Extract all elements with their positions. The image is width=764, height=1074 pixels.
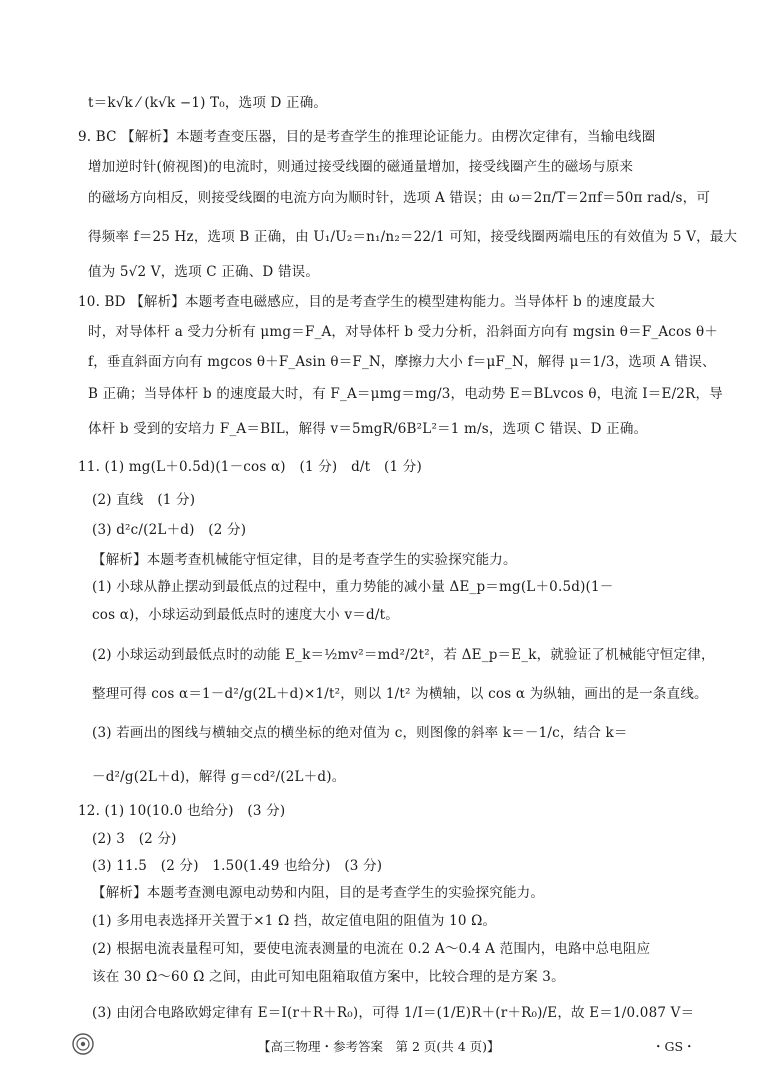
text-line-l15: 【解析】本题考查机械能守恒定律，目的是考查学生的实验探究能力。	[92, 552, 517, 568]
text-line-l27: (2) 根据电流表量程可知，要使电流表测量的电流在 0.2 A～0.4 A 范围内，电路中总电阻应	[92, 941, 651, 957]
text-line-l20: (3) 若画出的图线与横轴交点的横坐标的绝对值为 c，则图像的斜率 k＝－1/c，结合 k＝	[92, 725, 628, 741]
text-line-l22: 12. (1) 10(10.0 也给分) (3 分)	[78, 803, 286, 819]
text-line-l06: 值为 5√2 V，选项 C 正确、D 错误。	[88, 264, 320, 280]
text-line-l11: 体杆 b 受到的安培力 F_A＝BIL，解得 v＝5mgR/6B²L²＝1 m/s，选项 C 错误、D 正确。	[88, 421, 648, 437]
gs-logo-icon	[72, 1033, 94, 1055]
text-line-l21: －d²/g(2L＋d)，解得 g＝cd²/(2L＋d)。	[92, 769, 346, 785]
text-line-l01: t＝k√k ⁄ (k√k −1) T₀，选项 D 正确。	[88, 95, 328, 111]
text-line-l13: (2) 直线 (1 分)	[92, 492, 196, 508]
text-line-l26: (1) 多用电表选择开关置于×1 Ω 挡，故定值电阻的阻值为 10 Ω。	[92, 913, 497, 929]
text-line-l04: 的磁场方向相反，则接受线圈的电流方向为顺时针，选项 A 错误；由 ω＝2π/T＝2πf＝50π rad/s，可	[88, 190, 711, 206]
text-line-l05: 得频率 f＝25 Hz，选项 B 正确，由 U₁/U₂＝n₁/n₂＝22/1 可知，接受线圈两端电压的有效值为 5 V，最大	[88, 229, 738, 245]
text-line-l14: (3) d²c/(2L＋d) (2 分)	[92, 522, 247, 538]
text-line-l28: 该在 30 Ω～60 Ω 之间，由此可知电阻箱取值方案中，比较合理的是方案 3。	[92, 969, 565, 985]
text-line-l24: (3) 11.5 (2 分) 1.50(1.49 也给分) (3 分)	[92, 858, 383, 874]
text-line-l23: (2) 3 (2 分)	[92, 831, 177, 847]
footer-page-info: 【高三物理・参考答案 第 2 页(共 4 页)】	[258, 1039, 500, 1054]
text-line-l17: cos α)，小球运动到最低点时的速度大小 v＝d/t。	[92, 607, 399, 623]
text-line-l02: 9. BC 【解析】本题考查变压器，目的是考查学生的推理论证能力。由楞次定律有，当输电线圈	[78, 129, 656, 145]
text-line-l16: (1) 小球从静止摆动到最低点的过程中，重力势能的减小量 ΔE_p＝mg(L＋0.5d)(1－	[92, 579, 614, 595]
text-line-l09: f，垂直斜面方向有 mgcos θ＋F_Asin θ＝F_N，摩擦力大小 f＝μF_N，解得 μ＝1/3，选项 A 错误、	[88, 354, 716, 370]
text-line-l03: 增加逆时针(俯视图)的电流时，则通过接受线圈的磁通量增加，接受线圈产生的磁场与原来	[88, 159, 634, 175]
text-line-l08: 时，对导体杆 a 受力分析有 μmg＝F_A，对导体杆 b 受力分析，沿斜面方向有 mgsin θ＝F_Acos θ＋	[88, 324, 719, 340]
text-line-l10: B 正确；当导体杆 b 的速度最大时，有 F_A＝μmg＝mg/3，电动势 E＝BLvcos θ，电流 I＝E/2R，导	[88, 386, 723, 402]
footer-code: ・GS・	[652, 1039, 696, 1054]
text-line-l12: 11. (1) mg(L＋0.5d)(1－cos α) (1 分) d/t (1 分)	[78, 459, 422, 475]
text-line-l07: 10. BD 【解析】本题考查电磁感应，目的是考查学生的模型建构能力。当导体杆 b 的速度最大	[78, 294, 655, 310]
text-line-l29: (3) 由闭合电路欧姆定律有 E＝I(r＋R＋R₀)，可得 1/I＝(1/E)R＋(r＋R₀)/E，故 E＝1/0.087 V＝	[92, 1005, 695, 1021]
text-line-l18: (2) 小球运动到最低点时的动能 E_k＝½mv²＝md²/2t²，若 ΔE_p＝E_k，就验证了机械能守恒定律，	[92, 647, 715, 663]
text-line-l19: 整理可得 cos α＝1－d²/g(2L＋d)×1/t²，则以 1/t² 为横轴，以 cos α 为纵轴，画出的是一条直线。	[92, 686, 708, 702]
text-line-l25: 【解析】本题考查测电源电动势和内阻，目的是考查学生的实验探究能力。	[92, 885, 545, 901]
